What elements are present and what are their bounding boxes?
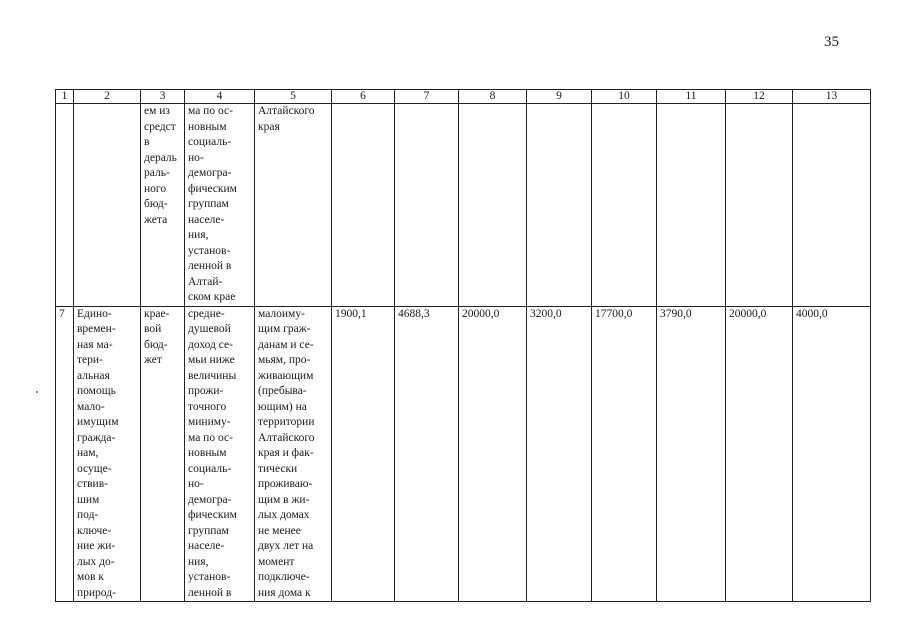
scan-artifact bbox=[36, 391, 38, 393]
table-cell: 1900,1 bbox=[332, 306, 395, 602]
table-cell: 3790,0 bbox=[657, 306, 726, 602]
page-number: 35 bbox=[824, 34, 839, 50]
table-cell bbox=[56, 104, 74, 307]
data-table bbox=[55, 89, 871, 602]
table-cell bbox=[793, 104, 871, 307]
table-cell: ем из средст в дераль раль- ного бюд- жета bbox=[141, 104, 185, 307]
header-cell: 10 bbox=[592, 90, 657, 104]
header-cell: 1 bbox=[56, 90, 74, 104]
table-cell: 4000,0 bbox=[793, 306, 871, 602]
table-row bbox=[56, 104, 871, 307]
header-cell: 5 bbox=[255, 90, 332, 104]
table-row bbox=[56, 306, 871, 602]
header-cell: 3 bbox=[141, 90, 185, 104]
table-cell: малоиму- щим граж- данам и се- мьям, про- живающим (пребыва- ющим) на территории Алтайского края и фак- тически проживаю- щим в жи- лых домах не менее двух лет на момент подключе- ния дома к bbox=[255, 306, 332, 602]
table-cell: 3200,0 bbox=[527, 306, 592, 602]
table-cell: крае- вой бюд- жет bbox=[141, 306, 185, 602]
table-cell bbox=[395, 104, 459, 307]
table-cell bbox=[726, 104, 793, 307]
table-cell: 20000,0 bbox=[726, 306, 793, 602]
table-cell: Едино- времен- ная ма- тери- альная помощь мало- имущим гражда- нам, осуще- ствив- шим под- ключе- ние жи- лых до- мов к природ- bbox=[74, 306, 141, 602]
table-cell bbox=[657, 104, 726, 307]
header-cell: 8 bbox=[459, 90, 527, 104]
header-cell: 6 bbox=[332, 90, 395, 104]
table-cell bbox=[459, 104, 527, 307]
table-cell: 7 bbox=[56, 306, 74, 602]
table-cell: 17700,0 bbox=[592, 306, 657, 602]
table-cell bbox=[74, 104, 141, 307]
header-cell: 2 bbox=[74, 90, 141, 104]
header-cell: 12 bbox=[726, 90, 793, 104]
header-cell: 11 bbox=[657, 90, 726, 104]
table-cell bbox=[332, 104, 395, 307]
table-cell bbox=[592, 104, 657, 307]
table-cell: средне- душевой доход се- мьи ниже величины прожи- точного миниму- ма по ос- новным социаль- но- демогра- фическим группам населе- ния, установ- ленной в bbox=[185, 306, 255, 602]
table-cell: 4688,3 bbox=[395, 306, 459, 602]
table-cell: ма по ос- новным социаль- но- демогра- фическим группам населе- ния, установ- ленной в Алтай- ском крае bbox=[185, 104, 255, 307]
table-header-row bbox=[56, 90, 871, 104]
table-cell: Алтайского края bbox=[255, 104, 332, 307]
header-cell: 9 bbox=[527, 90, 592, 104]
table-cell: 20000,0 bbox=[459, 306, 527, 602]
table-cell bbox=[527, 104, 592, 307]
header-cell: 13 bbox=[793, 90, 871, 104]
header-cell: 7 bbox=[395, 90, 459, 104]
header-cell: 4 bbox=[185, 90, 255, 104]
